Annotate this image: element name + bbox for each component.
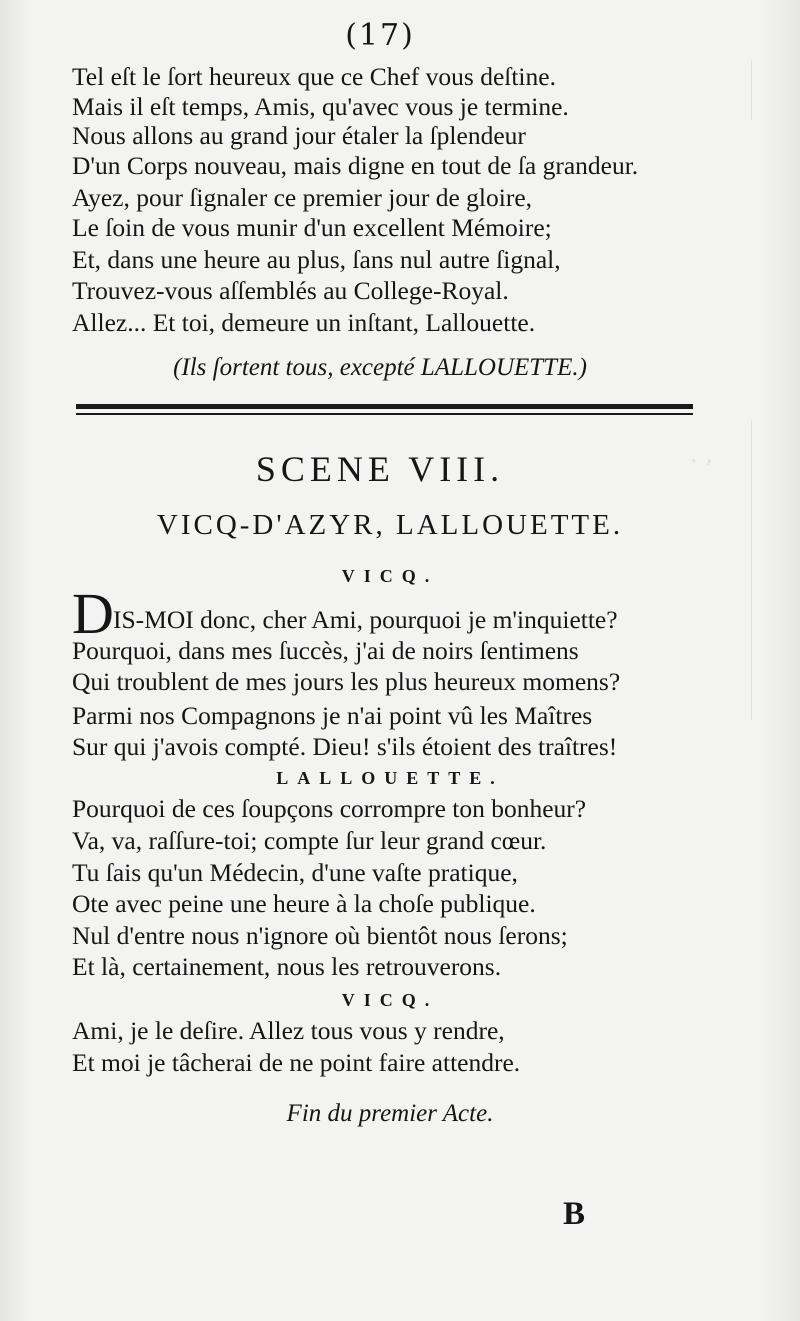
verse-line: Va, va, raſſure-toi; compte ſur leur grand cœur.	[72, 826, 547, 855]
verse-line: Mais il eſt temps, Amis, qu'avec vous je termine.	[72, 92, 569, 121]
verse-line: Nous allons au grand jour étaler la ſplendeur	[72, 121, 526, 150]
verse-line: IS-MOI donc, cher Ami, pourquoi je m'inquiette?	[113, 605, 618, 634]
verse-line: Et moi je tâcherai de ne point faire attendre.	[72, 1048, 521, 1077]
verse-line: Ami, je le deſire. Allez tous vous y rendre,	[72, 1016, 505, 1045]
verse-line: Sur qui j'avois compté. Dieu! s'ils étoient des traîtres!	[72, 732, 618, 761]
verse-line: Et là, certainement, nous les retrouverons.	[72, 952, 502, 981]
verse-line: Et, dans une heure au plus, ſans nul autre ſignal,	[72, 245, 561, 274]
verse-line: Ote avec peine une heure à la choſe publique.	[72, 889, 536, 918]
verse-line: Trouvez-vous aſſemblés au College-Royal.	[72, 276, 509, 305]
verse-line: Le ſoin de vous munir d'un excellent Mémoire;	[72, 213, 552, 242]
speaker-name: VICQ.	[341, 990, 439, 1010]
act-end-note: Fin du premier Acte.	[286, 1100, 494, 1127]
page-number: (17)	[345, 18, 415, 53]
speaker-name: LALLOUETTE.	[276, 768, 504, 788]
scene-characters: VICQ-D'AZYR, LALLOUETTE.	[156, 509, 624, 541]
verse-line: Parmi nos Compagnons je n'ai point vû les Maîtres	[72, 701, 593, 730]
verse-line: Allez... Et toi, demeure un inſtant, Lallouette.	[72, 308, 536, 337]
signature-mark: B	[563, 1196, 586, 1232]
verse-line: Pourquoi de ces ſoupçons corrompre ton bonheur?	[72, 794, 587, 823]
show-through-text: . ‚	[690, 440, 713, 468]
verse-line: Pourquoi, dans mes ſuccès, j'ai de noirs ſentimens	[72, 636, 579, 665]
section-divider	[76, 404, 693, 409]
verse-line: D'un Corps nouveau, mais digne en tout de ſa grandeur.	[72, 151, 639, 180]
verse-line: Ayez, pour ſignaler ce premier jour de gloire,	[72, 183, 533, 212]
page-edge-shadow	[751, 60, 792, 120]
drop-cap: D	[72, 581, 114, 646]
verse-line: Nul d'entre nous n'ignore où bientôt nous ſerons;	[72, 921, 568, 950]
verse-line: Tel eſt le ſort heureux que ce Chef vous deſtine.	[72, 62, 556, 91]
speaker-name: VICQ.	[341, 566, 439, 586]
section-divider	[76, 413, 693, 415]
verse-line: Tu ſais qu'un Médecin, d'une vaſte pratique,	[72, 858, 518, 887]
stage-direction: (Ils ſortent tous, excepté LALLOUETTE.)	[173, 354, 587, 381]
scene-title: SCENE VIII.	[255, 449, 505, 489]
verse-line: Qui troublent de mes jours les plus heureux momens?	[72, 667, 621, 696]
